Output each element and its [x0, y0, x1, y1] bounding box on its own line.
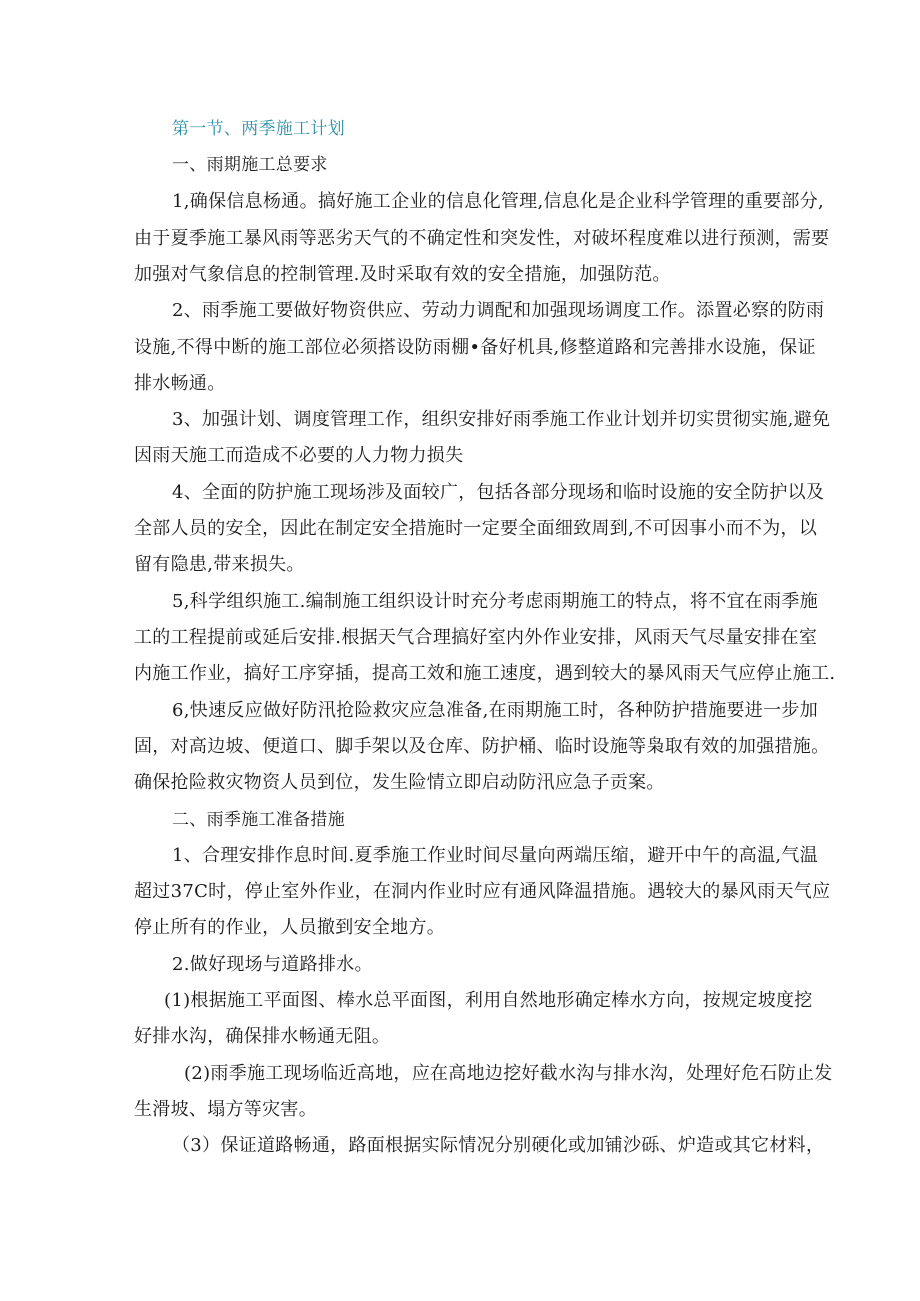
paragraph-line: 2、雨季施工要做好物资供应、劳动力调配和加强现场调度工作。添置必察的防雨 [172, 300, 825, 321]
paragraph-line: 3、加强计划、调度管理工作，组织安排好雨季施工作业计划并切实贯彻实施,避免 [172, 409, 831, 430]
paragraph-line: 全部人员的安全，因此在制定安全措施时一定要全面细致周到,不可因事小而不为，以 [134, 518, 818, 539]
paragraph-line: 排水畅通。 [134, 373, 226, 394]
paragraph-line: 固，对高边坡、便道口、脚手架以及仓库、防护桶、临时设施等枭取有效的加强措施。 [134, 736, 830, 757]
paragraph-line: 4、全面的防护施工现场涉及面较广，包括各部分现场和临时设施的安全防护以及 [172, 482, 825, 503]
paragraph-line: 设施,不得中断的施工部位必须搭设防雨棚•备好机具,修整道路和完善排水设施，保证 [134, 337, 816, 358]
part2-heading: 二、雨季施工准备措施 [172, 810, 345, 830]
paragraph-line: (2)雨季施工现场临近高地，应在高地边挖好截水沟与排水沟，处理好危石防止发 [184, 1063, 833, 1084]
paragraph-line: 工的工程提前或延后安排.根据天气合理搞好室内外作业安排，风雨天气尽量安排在室 [134, 627, 818, 648]
part1-heading: 一、雨期施工总要求 [172, 155, 328, 175]
paragraph-line: 内施工作业，搞好工序穿插，提高工效和施工速度，遇到较大的暴风雨天气应停止施工. [134, 663, 836, 684]
paragraph-line: 停止所有的作业，人员撤到安全地方。 [134, 917, 446, 938]
section-title: 第一节、两季施工计划 [172, 119, 345, 139]
paragraph-line: 好排水沟，确保排水畅通无阻。 [134, 1026, 391, 1047]
paragraph-line: 6,快速反应做好防汛抢险救灾应急准备,在雨期施工时，各种防护措施要进一步加 [172, 700, 818, 721]
paragraph-line: 1、合理安排作息时间.夏季施工作业时间尽量向两端压缩，避开中午的高温,气温 [172, 845, 818, 866]
paragraph-line: 生滑坡、塌方等灾害。 [134, 1099, 317, 1120]
paragraph-line: 超过37C时，停止室外作业，在洞内作业时应有通风降温措施。遇较大的暴风雨天气应 [134, 881, 831, 902]
paragraph-line: 因雨天施工而造成不必要的人力物力损失 [134, 445, 464, 466]
paragraph-line: 确保抢险救灾物资人员到位，发生险情立即启动防汛应急子贡案。 [134, 772, 665, 793]
paragraph-line: 2.做好现场与道路排水。 [172, 954, 373, 975]
paragraph-line: 由于夏季施工暴风雨等恶劣天气的不确定性和突发性，对破坏程度难以进行预测，需要 [134, 228, 830, 249]
paragraph-line: 1,确保信息杨通。搞好施工企业的信息化管理,信息化是企业科学管理的重要部分, [172, 191, 825, 212]
paragraph-line: 留有隐患,带来损失。 [134, 554, 305, 575]
paragraph-line: (1)根据施工平面图、棒水总平面图，利用自然地形确定棒水方向，按规定坡度挖 [164, 990, 813, 1011]
paragraph-line: （3）保证道路畅通，路面根据实际情况分别硬化或加铺沙砾、炉造或其它材料， [172, 1135, 825, 1156]
paragraph-line: 加强对气象信息的控制管理.及时采取有效的安全措施，加强防范。 [134, 264, 671, 285]
paragraph-line: 5,科学组织施工.编制施工组织设计时充分考虑雨期施工的特点，将不宜在雨季施 [172, 591, 818, 612]
